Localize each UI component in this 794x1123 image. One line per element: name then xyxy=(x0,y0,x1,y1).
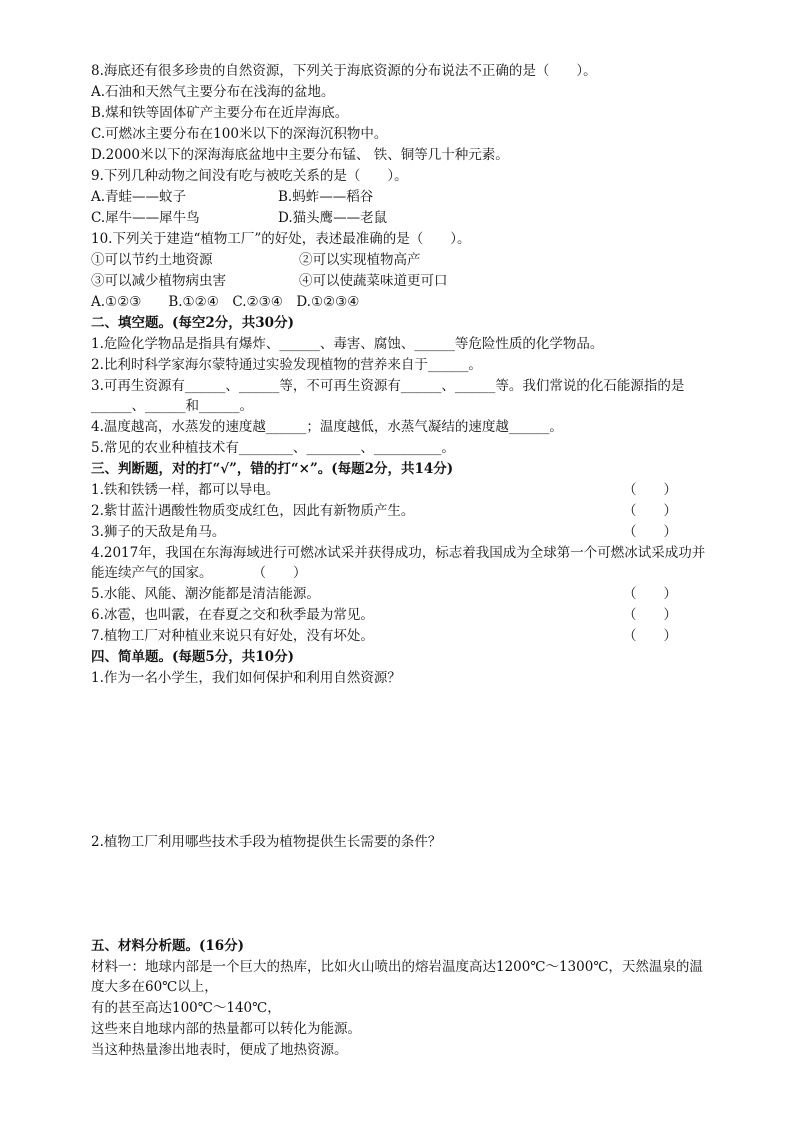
section3-title: 三、判断题，对的打“√”，错的打“×”。(每题2分，共14分) xyxy=(91,461,454,477)
q9-option-a: A.青蛙——蚊子 xyxy=(91,189,187,205)
fill-item-2: 2.比利时科学家海尔蒙特通过实验发现植物的营养来自于______。 xyxy=(91,357,482,373)
section4-title: 四、简单题。(每题5分，共10分) xyxy=(91,649,294,665)
q10-row2 xyxy=(91,272,511,292)
judge-item-2 xyxy=(91,502,711,522)
judge-item-text: 7.植物工厂对种植业来说只有好处，没有坏处。 xyxy=(91,628,374,644)
q10-statement-4: ④可以使蔬菜味道更可口 xyxy=(299,273,448,289)
q9-option-c: C.犀牛——犀牛鸟 xyxy=(91,210,200,226)
q9-row1 xyxy=(91,188,491,208)
q8-option-a: A.石油和天然气主要分布在浅海的盆地。 xyxy=(91,84,335,100)
fill-item-5: 5.常见的农业种植技术有________、________、__________。 xyxy=(91,440,455,456)
judge-item-7 xyxy=(91,627,711,647)
q8-option-d: D.2000米以下的深海海底盆地中主要分布锰、 铁、铜等几十种元素。 xyxy=(91,147,509,163)
answer-paren: （ ） xyxy=(623,607,677,623)
judge-item-4 xyxy=(91,543,711,583)
q8-stem: 8.海底还有很多珍贵的自然资源，下列关于海底资源的分布说法不正确的是（ ）。 xyxy=(91,63,597,79)
short-answer-q2: 2.植物工厂利用哪些技术手段为植物提供生长需要的条件？ xyxy=(91,834,442,850)
answer-paren: （ ） xyxy=(623,628,677,644)
material-paragraph-1: 材料一：地球内部是一个巨大的热库，比如火山喷出的熔岩温度高达1200℃～1300℃，天然温泉的温度大多在60℃以上， xyxy=(91,959,703,995)
judge-item-text: 1.铁和铁锈一样，都可以导电。 xyxy=(91,482,280,498)
answer-paren: （ ） xyxy=(623,524,677,540)
fill-item-3: 3.可再生资源有______、______等，不可再生资源有______、______等。我们常说的化石能源指的是______、______和______。 xyxy=(91,378,685,414)
q8-option-c: C.可燃冰主要分布在100米以下的深海沉积物中。 xyxy=(91,126,388,142)
answer-paren: （ ） xyxy=(623,586,677,602)
q10-statement-2: ②可以实现植物高产 xyxy=(299,252,421,268)
material-line-4: 当这种热量渗出地表时，便成了地热资源。 xyxy=(91,1042,348,1058)
q10-statement-3: ③可以减少植物病虫害 xyxy=(91,273,226,289)
section5-title: 五、材料分析题。(16分) xyxy=(91,938,245,954)
q8-option-b: B.煤和铁等固体矿产主要分布在近岸海底。 xyxy=(91,105,349,121)
material-line-3: 这些来自地球内部的热量都可以转化为能源。 xyxy=(91,1021,361,1037)
judge-item-text: 5.水能、风能、潮汐能都是清洁能源。 xyxy=(91,586,320,602)
q10-choices: A.①②③ B.①②④ C.②③④ D.①②③④ xyxy=(91,294,360,310)
judge-item-text: 4.2017年，我国在东海海域进行可燃冰试采并获得成功，标志着我国成为全球第一个可燃冰试采成功并能连续产气的国家。 xyxy=(91,545,706,581)
q10-statement-1: ①可以节约土地资源 xyxy=(91,252,213,268)
q10-stem: 10.下列关于建造“植物工厂”的好处，表述最准确的是（ ）。 xyxy=(91,231,471,247)
material-line-2: 有的甚至高达100℃～140℃， xyxy=(91,1000,281,1016)
judge-item-text: 2.紫甘蓝汁遇酸性物质变成红色，因此有新物质产生。 xyxy=(91,503,415,519)
q9-stem: 9.下列几种动物之间没有吃与被吃关系的是（ ）。 xyxy=(91,168,408,184)
judge-item-5 xyxy=(91,585,711,605)
section2-title: 二、填空题。(每空2分，共30分) xyxy=(91,315,294,331)
q10-row1 xyxy=(91,251,511,271)
q9-row2 xyxy=(91,209,491,229)
judge-item-text: 3.狮子的天敌是角马。 xyxy=(91,524,226,540)
q9-option-d: D.猫头鹰——老鼠 xyxy=(278,210,388,226)
judge-item-text: 6.冰雹，也叫霰，在春夏之交和秋季最为常见。 xyxy=(91,607,374,623)
answer-paren: （ ） xyxy=(623,503,677,519)
short-answer-q1: 1.作为一名小学生，我们如何保护和利用自然资源？ xyxy=(91,670,401,686)
judge-item-1 xyxy=(91,481,711,501)
q9-option-b: B.蚂蚱——稻谷 xyxy=(278,189,374,205)
answer-paren: （ ） xyxy=(252,565,307,581)
answer-paren: （ ） xyxy=(623,482,677,498)
fill-item-4: 4.温度越高，水蒸发的速度越______；温度越低，水蒸气凝结的速度越______。 xyxy=(91,419,563,435)
judge-item-6 xyxy=(91,606,711,626)
judge-item-3 xyxy=(91,523,711,543)
fill-item-1: 1.危险化学物品是指具有爆炸、______、毒害、腐蚀、______等危险性质的化学物品。 xyxy=(91,336,604,352)
